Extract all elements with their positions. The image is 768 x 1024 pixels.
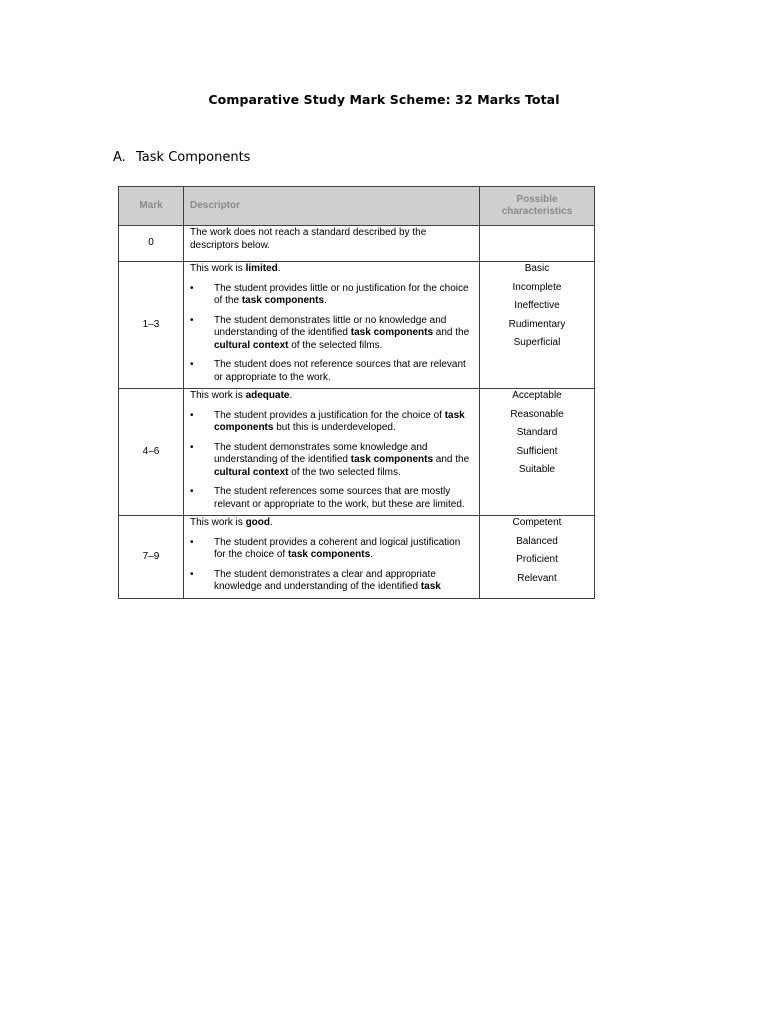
mark-cell: 4–6 bbox=[119, 389, 184, 516]
header-characteristics bbox=[480, 187, 595, 226]
descriptor-intro: This work is limited. bbox=[190, 263, 281, 274]
descriptor-bullets bbox=[190, 410, 473, 512]
document-title: Comparative Study Mark Scheme: 32 Marks Total bbox=[208, 92, 560, 107]
bullet-icon: • bbox=[190, 314, 194, 326]
header-characteristics-line1: Possible bbox=[516, 194, 558, 205]
characteristic-item: Rudimentary bbox=[508, 318, 566, 330]
table-row bbox=[119, 389, 595, 516]
descriptor-level: good bbox=[245, 517, 270, 528]
characteristics-cell bbox=[480, 516, 595, 599]
bullet-icon: • bbox=[190, 568, 194, 580]
header-characteristics-line2: characteristics bbox=[501, 206, 573, 217]
descriptor-intro: This work is good. bbox=[190, 517, 273, 528]
bullet-icon: • bbox=[190, 359, 194, 370]
descriptor-bullet: • The student demonstrates some knowledge and understanding of the identified task components and the cultural context of the two selected films. bbox=[190, 441, 470, 478]
descriptor-bullet: • The student provides little or no justification for the choice of the task components. bbox=[190, 282, 469, 306]
descriptor-cell bbox=[184, 389, 480, 516]
descriptor-cell: The work does not reach a standard described by the descriptors below. bbox=[184, 226, 480, 262]
bullet-icon: • bbox=[190, 441, 194, 453]
characteristic-item: Relevant bbox=[517, 572, 557, 584]
section-heading bbox=[113, 150, 250, 165]
key-term: task components bbox=[241, 295, 325, 306]
key-term: task components bbox=[287, 549, 371, 560]
characteristic-item: Proficient bbox=[516, 554, 558, 565]
descriptor-bullet: • The student demonstrates little or no knowledge and understanding of the identified task components and the cultural context of the selected films. bbox=[190, 314, 470, 351]
mark-cell: 0 bbox=[119, 226, 184, 262]
bullet-icon: • bbox=[190, 409, 194, 421]
key-term: task components bbox=[214, 409, 465, 433]
mark-cell: 1–3 bbox=[119, 262, 184, 389]
mark-scheme-table bbox=[118, 186, 595, 599]
key-term: task components bbox=[350, 327, 434, 338]
characteristic-item: Standard bbox=[516, 427, 558, 438]
section-title: Task Components bbox=[136, 150, 251, 165]
characteristic-item: Basic bbox=[524, 263, 550, 274]
header-descriptor: Descriptor bbox=[184, 187, 480, 226]
descriptor-bullet: • The student provides a coherent and logical justification for the choice of task components. bbox=[190, 536, 461, 560]
header-mark: Mark bbox=[119, 187, 184, 226]
characteristic-item: Sufficient bbox=[516, 445, 558, 457]
descriptor-cell bbox=[184, 516, 480, 599]
descriptor-level: adequate bbox=[245, 390, 290, 401]
table-row bbox=[119, 226, 595, 262]
descriptor-bullet: • The student references some sources that are mostly relevant or appropriate to the work, but these are limited. bbox=[190, 486, 465, 510]
table-row bbox=[119, 516, 595, 599]
characteristics-cell bbox=[480, 262, 595, 389]
bullet-icon: • bbox=[190, 536, 194, 548]
key-term: task components bbox=[350, 454, 434, 465]
characteristic-item: Acceptable bbox=[512, 390, 562, 401]
descriptor-intro: This work is adequate. bbox=[190, 390, 293, 401]
bullet-icon: • bbox=[190, 282, 194, 294]
descriptor-bullets bbox=[190, 283, 473, 385]
characteristic-item: Suitable bbox=[518, 464, 556, 475]
descriptor-bullet: • The student provides a justification for the choice of task components but this is underdeveloped. bbox=[190, 409, 465, 433]
mark-cell: 7–9 bbox=[119, 516, 184, 599]
characteristic-item: Competent bbox=[512, 517, 562, 528]
descriptor-level: limited bbox=[245, 263, 278, 274]
bullet-icon: • bbox=[190, 486, 194, 497]
key-term: cultural context bbox=[214, 339, 289, 351]
characteristics-cell bbox=[480, 226, 595, 262]
section-number: A. bbox=[113, 150, 126, 165]
characteristic-item: Incomplete bbox=[512, 281, 562, 293]
characteristic-item: Balanced bbox=[516, 535, 558, 547]
characteristic-item: Ineffective bbox=[514, 300, 560, 311]
table-header-row bbox=[119, 187, 595, 226]
descriptor-bullet: • The student demonstrates a clear and appropriate knowledge and understanding of the identified task bbox=[190, 568, 441, 592]
table-row bbox=[119, 262, 595, 389]
key-term: task bbox=[420, 581, 441, 592]
descriptor-bullet: • The student does not reference sources that are relevant or appropriate to the work. bbox=[190, 359, 466, 383]
characteristic-item: Reasonable bbox=[510, 408, 564, 420]
descriptor-cell bbox=[184, 262, 480, 389]
descriptor-bullets bbox=[190, 537, 473, 594]
key-term: cultural context bbox=[214, 466, 289, 478]
characteristics-cell bbox=[480, 389, 595, 516]
characteristic-item: Superficial bbox=[513, 337, 561, 348]
